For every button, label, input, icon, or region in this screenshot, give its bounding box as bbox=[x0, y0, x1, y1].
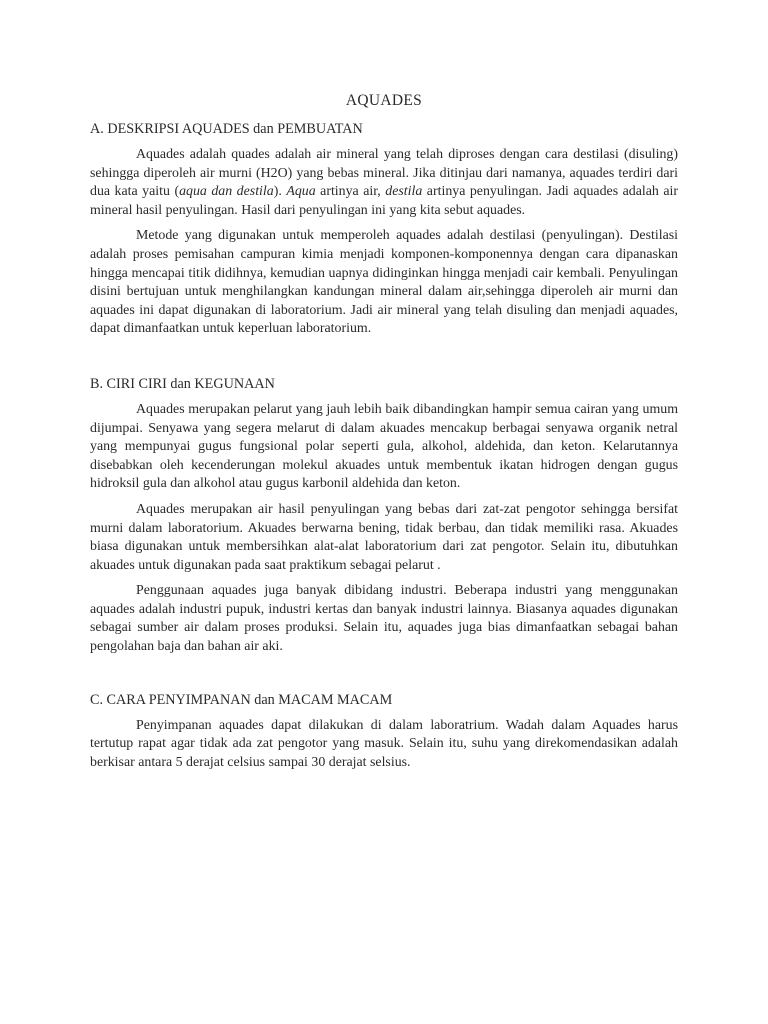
section-a-paragraph-2: Metode yang digunakan untuk memperoleh aquades adalah destilasi (penyulingan). Destilasi adalah proses pemisahan campuran kimia menjadi komponen-komponennya dengan cara dipanaskan hingga mencapai titik didihnya, kemudian uapnya didinginkan hingga menjadi cair kembali. Penyulingan disini bertujuan untuk menghilangkan kandungan mineral dalam air,sehingga diperoleh air murni dan aquades ini dapat digunakan di laboratorium. Jadi air mineral yang telah disuling dan menjadi aquades, dapat dimanfaatkan untuk keperluan laboratorium. bbox=[90, 228, 678, 337]
text-run: Aquades adalah quades adalah air mineral yang telah diproses dengan cara destilasi (disuling) sehingga diperoleh air murni (H2O) yang bebas mineral. Jika ditinjau dari namanya, aquades terdiri dari dua kata yaitu ( bbox=[90, 147, 678, 200]
section-c-paragraph-1: Penyimpanan aquades dapat dilakukan di dalam laboratrium. Wadah dalam Aquades harus tertutup rapat agar tidak ada zat pengotor yang masuk. Selain itu, suhu yang direkomendasikan adalah berkisar antara 5 derajat celsius sampai 30 derajat selsius. bbox=[90, 717, 678, 770]
section-spacer bbox=[90, 346, 678, 376]
italic-run: Aqua bbox=[286, 184, 316, 200]
text-run: artinya air, bbox=[315, 184, 386, 200]
section-b-paragraph-3: Penggunaan aquades juga banyak dibidang industri. Beberapa industri yang menggunakan aquades adalah industri pupuk, industri kertas dan banyak industri lainnya. Biasanya aquades digunakan sebagai sumber air dalam proses produksi. Selain itu, aquades juga bias dimanfaatkan sebagai bahan pengolahan baja dan bahan air aki. bbox=[90, 583, 678, 655]
section-b-heading: B. CIRI CIRI dan KEGUNAAN bbox=[90, 375, 275, 392]
section-c-heading: C. CARA PENYIMPANAN dan MACAM MACAM bbox=[90, 691, 393, 708]
section-b-paragraph-2: Aquades merupakan air hasil penyulingan yang bebas dari zat-zat pengotor sehingga bersifat murni dalam laboratorium. Akuades berwarna bening, tidak berbau, dan tidak memiliki rasa. Akuades biasa digunakan untuk membersihkan alat-alat laboratorium dari zat pengotor. Selain itu, dibutuhkan akuades untuk digunakan pada saat praktikum sebagai pelarut . bbox=[90, 501, 678, 573]
section-a-paragraph-1 bbox=[90, 146, 678, 220]
section-b-paragraph-1: Aquades merupakan pelarut yang jauh lebih baik dibandingkan hampir semua cairan yang umum dijumpai. Senyawa yang segera melarut di dalam akuades mencakup berbagai senyawa organik netral yang mempunyai gugus fungsional polar seperti gula, alkohol, aldehida, dan keton. Kelarutannya disebabkan oleh kecenderungan molekul akuades untuk membentuk ikatan hidrogen dengan gugus hidroksil gula dan alkohol atau gugus karbonil aldehida dan keton. bbox=[90, 401, 678, 492]
section-spacer bbox=[90, 664, 678, 692]
italic-run: destila bbox=[385, 184, 423, 200]
italic-run: aqua dan destila bbox=[179, 184, 274, 200]
document-title: AQUADES bbox=[345, 92, 423, 109]
section-a-heading: A. DESKRIPSI AQUADES dan PEMBUATAN bbox=[90, 121, 363, 137]
text-run: artinya penyulingan. Jadi aquades adalah air mineral hasil penyulingan. Hasil dari penyulingan ini yang kita sebut aquades. bbox=[90, 184, 678, 218]
text-run: ). bbox=[273, 184, 287, 200]
